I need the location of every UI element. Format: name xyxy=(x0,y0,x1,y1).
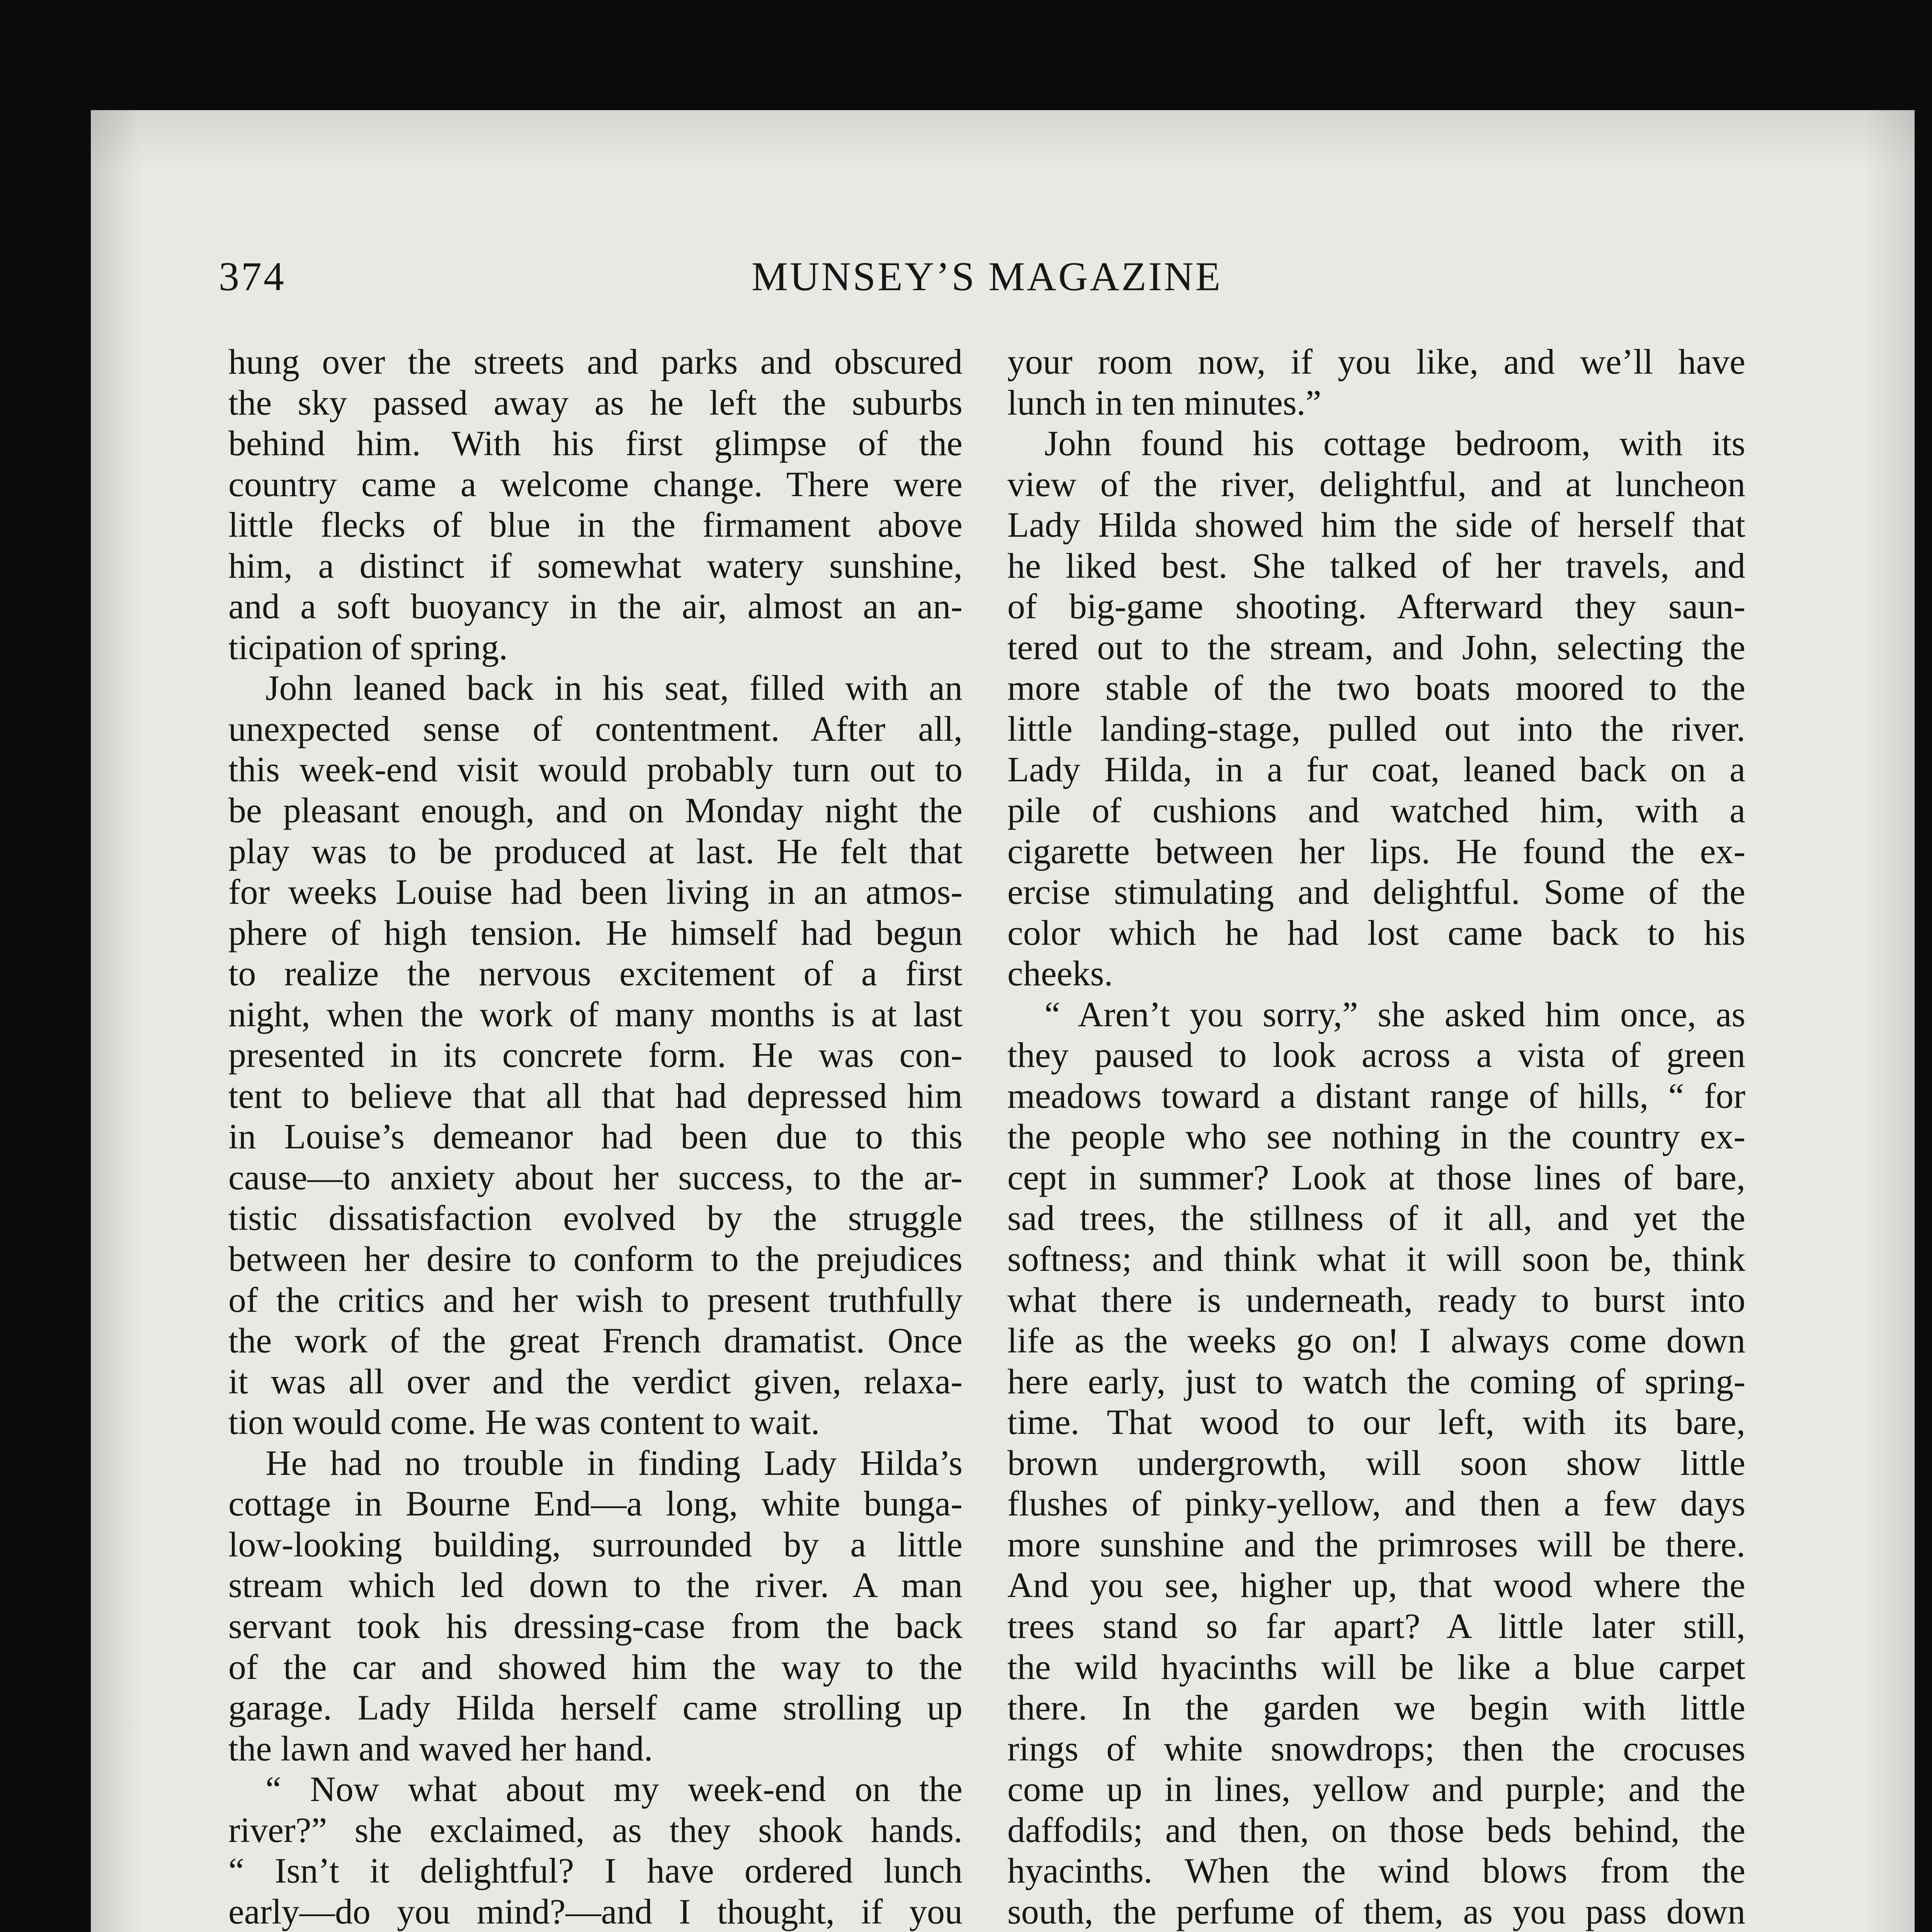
text-line: pile of cushions and watched him, with a xyxy=(1007,791,1745,830)
text-line: servant took his dressing-case from the back xyxy=(228,1606,963,1646)
text-line: come up in lines, yellow and purple; and the xyxy=(1007,1769,1745,1809)
magazine-page xyxy=(91,110,1915,1932)
text-line: “ Isn’t it delightful? I have ordered lunch xyxy=(228,1851,963,1891)
text-line: And you see, higher up, that wood where the xyxy=(1007,1565,1745,1605)
paragraph xyxy=(1007,423,1745,994)
text-line: daffodils; and then, on those beds behind, the xyxy=(1007,1810,1745,1850)
text-line: cheeks. xyxy=(1007,954,1113,993)
text-line: phere of high tension. He himself had begun xyxy=(228,913,963,952)
text-line: view of the river, delightful, and at luncheon xyxy=(1007,464,1745,504)
text-line: hung over the streets and parks and obscured xyxy=(228,342,963,381)
text-line: tent to believe that all that had depressed him xyxy=(228,1076,963,1116)
text-line: ticipation of spring. xyxy=(228,627,508,667)
text-line: country came a welcome change. There were xyxy=(228,464,963,504)
paragraph xyxy=(228,342,963,668)
text-line: river?” she exclaimed, as they shook hands. xyxy=(228,1810,963,1850)
text-line: be pleasant enough, and on Monday night the xyxy=(228,791,963,830)
text-line: more sunshine and the primroses will be there. xyxy=(1007,1524,1745,1564)
text-line: Lady Hilda, in a fur coat, leaned back on a xyxy=(1007,750,1745,789)
text-line: John found his cottage bedroom, with its xyxy=(1044,423,1745,463)
text-line: low-looking building, surrounded by a little xyxy=(228,1524,963,1564)
text-line: sad trees, the stillness of it all, and yet the xyxy=(1007,1198,1745,1238)
text-line: He had no trouble in finding Lady Hilda’s xyxy=(265,1443,963,1483)
text-line: flushes of pinky-yellow, and then a few days xyxy=(1007,1484,1745,1524)
text-line: the lawn and waved her hand. xyxy=(228,1728,653,1768)
text-line: lunch in ten minutes.” xyxy=(1007,383,1321,422)
text-line: softness; and think what it will soon be, think xyxy=(1007,1239,1745,1279)
text-line: ercise stimulating and delightful. Some of the xyxy=(1007,872,1745,912)
text-line: this week-end visit would probably turn out to xyxy=(228,750,963,789)
text-line: hyacinths. When the wind blows from the xyxy=(1007,1851,1745,1891)
text-line: in Louise’s demeanor had been due to this xyxy=(228,1117,963,1156)
text-line: the wild hyacinths will be like a blue carpet xyxy=(1007,1647,1745,1687)
text-line: tered out to the stream, and John, selecting the xyxy=(1007,627,1745,667)
text-line: night, when the work of many months is at last xyxy=(228,994,963,1034)
text-line: tistic dissatisfaction evolved by the struggle xyxy=(228,1198,963,1238)
text-line: of the critics and her wish to present truthfully xyxy=(228,1280,963,1320)
text-line: there. In the garden we begin with little xyxy=(1007,1688,1745,1728)
text-line: of the car and showed him the way to the xyxy=(228,1647,963,1687)
paragraph xyxy=(1007,994,1745,1932)
text-line: garage. Lady Hilda herself came strolling up xyxy=(228,1688,963,1728)
paragraph xyxy=(228,668,963,1442)
text-line: between her desire to conform to the prejudices xyxy=(228,1239,963,1279)
text-line: brown undergrowth, will soon show little xyxy=(1007,1443,1745,1483)
text-line: stream which led down to the river. A man xyxy=(228,1565,963,1605)
text-line: little flecks of blue in the firmament above xyxy=(228,505,963,545)
text-column-left xyxy=(228,342,963,1932)
paragraph xyxy=(1007,342,1745,423)
paragraph xyxy=(228,1443,963,1769)
text-line: tion would come. He was content to wait. xyxy=(228,1402,820,1442)
text-line: presented in its concrete form. He was con- xyxy=(228,1035,963,1075)
text-line: play was to be produced at last. He felt that xyxy=(228,831,963,871)
text-line: he liked best. She talked of her travels, and xyxy=(1007,546,1745,585)
running-title: MUNSEY’S MAGAZINE xyxy=(751,254,1223,299)
page-number: 374 xyxy=(219,254,286,299)
text-line: little landing-stage, pulled out into the river. xyxy=(1007,709,1745,748)
text-line: what there is underneath, ready to burst into xyxy=(1007,1280,1745,1320)
text-line: time. That wood to our left, with its bare, xyxy=(1007,1402,1745,1442)
text-line: rings of white snowdrops; then the crocuses xyxy=(1007,1728,1745,1768)
text-line: your room now, if you like, and we’ll have xyxy=(1007,342,1745,381)
text-line: they paused to look across a vista of green xyxy=(1007,1035,1745,1075)
text-line: cept in summer? Look at those lines of bare, xyxy=(1007,1157,1745,1197)
text-line: cause—to anxiety about her success, to the ar- xyxy=(228,1157,963,1197)
text-line: unexpected sense of contentment. After all, xyxy=(228,709,963,748)
text-line: for weeks Louise had been living in an atmos- xyxy=(228,872,963,912)
text-line: “ Now what about my week-end on the xyxy=(265,1769,963,1809)
text-column-right xyxy=(1007,342,1745,1932)
text-line: John leaned back in his seat, filled with an xyxy=(265,668,963,708)
text-line: meadows toward a distant range of hills, “ for xyxy=(1007,1076,1745,1116)
text-line: cottage in Bourne End—a long, white bunga- xyxy=(228,1484,963,1524)
text-line: the sky passed away as he left the suburbs xyxy=(228,383,963,422)
text-line: him, a distinct if somewhat watery sunshine, xyxy=(228,546,963,585)
text-line: early—do you mind?—and I thought, if you xyxy=(228,1891,963,1931)
text-line: trees stand so far apart? A little later still, xyxy=(1007,1606,1745,1646)
text-line: the people who see nothing in the country ex- xyxy=(1007,1117,1745,1156)
text-line: Lady Hilda showed him the side of herself that xyxy=(1007,505,1745,545)
text-line: cigarette between her lips. He found the ex- xyxy=(1007,831,1745,871)
text-line: of big-game shooting. Afterward they saun- xyxy=(1007,587,1745,626)
text-line: behind him. With his first glimpse of the xyxy=(228,423,963,463)
paragraph xyxy=(228,1769,963,1932)
text-line: the work of the great French dramatist. Once xyxy=(228,1321,963,1361)
text-line: here early, just to watch the coming of spring- xyxy=(1007,1361,1745,1401)
text-line: to realize the nervous excitement of a first xyxy=(228,954,963,993)
text-line: life as the weeks go on! I always come down xyxy=(1007,1321,1745,1361)
text-line: and a soft buoyancy in the air, almost an an- xyxy=(228,587,963,626)
text-line: “ Aren’t you sorry,” she asked him once, as xyxy=(1044,994,1745,1034)
text-line: color which he had lost came back to his xyxy=(1007,913,1745,952)
text-line: more stable of the two boats moored to the xyxy=(1007,668,1745,708)
text-line: it was all over and the verdict given, relaxa- xyxy=(228,1361,963,1401)
text-line: south, the perfume of them, as you pass down xyxy=(1007,1891,1745,1931)
